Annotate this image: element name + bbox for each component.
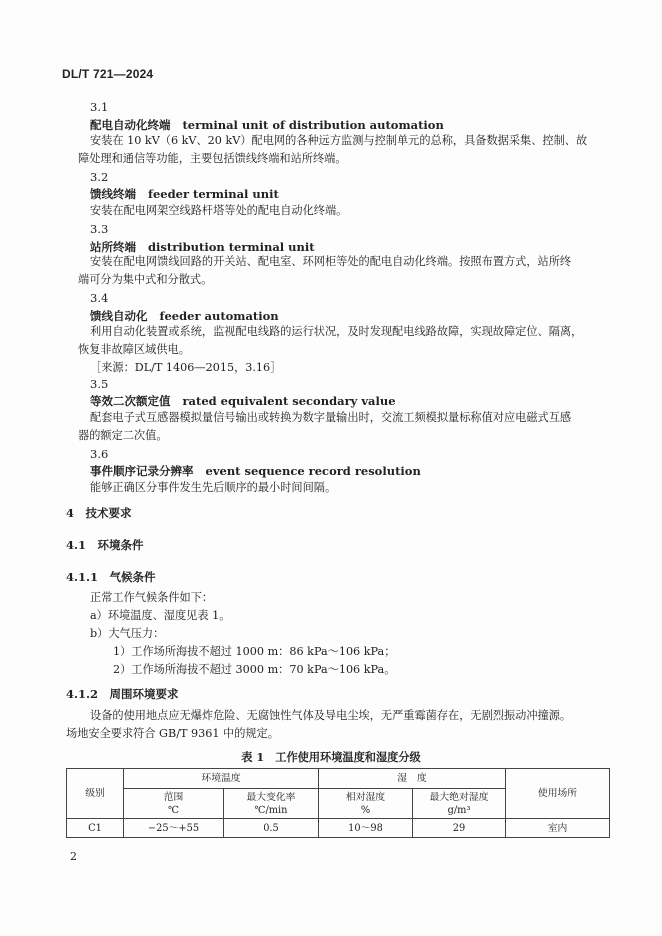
cell-level: C1: [67, 819, 124, 838]
header-humidity: 湿 度: [319, 769, 506, 789]
term-en: event sequence record resolution: [205, 464, 421, 478]
term-definition: [90, 479, 336, 497]
header-range-unit: ℃: [168, 804, 179, 816]
section-heading-4-1-2: 4.1.2 周围环境要求: [66, 687, 179, 701]
header-abs: [413, 789, 506, 819]
term-number: 3.5: [90, 377, 109, 391]
header-abs-unit: g/m³: [447, 804, 471, 816]
term-definition: [78, 409, 572, 445]
term-definition-line: 安装在配电网馈线回路的开关站、配电室、环网柜等处的配电自动化终端。按照布置方式，站所终: [90, 255, 572, 268]
section-heading-4-1: 4.1 环境条件: [66, 538, 144, 552]
term-title: [90, 463, 421, 479]
term-definition-line: 安装在 10 kV（6 kV、20 kV）配电网的各种远方监测与控制单元的总称，具备数据采集、控制、故: [90, 134, 588, 147]
term-definition: [78, 323, 583, 377]
header-use: 使用场所: [506, 769, 610, 819]
climate-item-a: a）环境温度、湿度见表 1。: [90, 609, 231, 622]
section-heading-4: 4 技术要求: [66, 506, 132, 520]
header-rate-label: 最大变化率: [246, 791, 296, 803]
header-range: [124, 789, 224, 819]
term-definition-line: 器的额定二次值。: [78, 429, 168, 442]
term-cn: 站所终端: [90, 240, 136, 254]
header-rate: [224, 789, 319, 819]
cell-rate: 0.5: [224, 819, 319, 838]
term-number: 3.4: [90, 291, 109, 305]
document-header: DL/T 721—2024: [62, 67, 154, 81]
environment-table: [66, 768, 610, 838]
term-definition: [90, 202, 347, 220]
climate-intro: 正常工作气候条件如下：: [90, 591, 214, 604]
term-definition-line: 利用自动化装置或系统，监视配电线路的运行状况，及时发现配电线路故障，实现故障定位、隔离，: [90, 325, 583, 338]
term-definition-line: 恢复非故障区域供电。: [78, 343, 190, 356]
header-range-label: 范围: [163, 791, 184, 803]
term-en: distribution terminal unit: [148, 240, 315, 254]
term-cn: 配电自动化终端: [90, 118, 171, 132]
term-cn: 等效二次额定值: [90, 394, 171, 408]
term-number: 3.1: [90, 100, 109, 114]
header-temperature: 环境温度: [124, 769, 319, 789]
climate-item-b: b）大气压力：: [90, 627, 165, 640]
page-number: 2: [70, 850, 77, 863]
header-rh-unit: %: [360, 804, 371, 816]
term-number: 3.2: [90, 170, 109, 184]
cell-rh: 10～98: [319, 819, 413, 838]
header-rate-unit: ℃/min: [254, 804, 288, 816]
climate-item-b2: 2）工作场所海拔不超过 3000 m：70 kPa～106 kPa。: [113, 663, 396, 676]
term-en: feeder terminal unit: [148, 187, 279, 201]
term-cn: 馈线自动化: [90, 309, 148, 323]
term-definition-line: 配套电子式互感器模拟量信号输出或转换为数字量输出时，交流工频模拟量标称值对应电磁式互感: [90, 411, 572, 424]
header-rh: [319, 789, 413, 819]
term-number: 3.3: [90, 222, 109, 236]
term-en: feeder automation: [159, 309, 279, 323]
term-definition: [78, 132, 588, 168]
table-caption: 表 1 工作使用环境温度和湿度分级: [241, 750, 421, 764]
section-heading-4-1-1: 4.1.1 气候条件: [66, 570, 156, 584]
term-source: ［来源：DL/T 1406—2015，3.16］: [90, 361, 282, 374]
term-definition-line: 安装在配电网架空线路杆塔等处的配电自动化终端。: [90, 204, 348, 217]
term-en: rated equivalent secondary value: [182, 394, 396, 408]
term-title: [90, 186, 279, 202]
table-row: [67, 819, 610, 838]
term-definition-line: 端可分为集中式和分散式。: [78, 273, 213, 286]
term-title: [90, 117, 444, 133]
term-title: [90, 308, 279, 324]
header-abs-label: 最大绝对湿度: [429, 791, 489, 803]
header-rh-label: 相对湿度: [345, 791, 386, 803]
env-paragraph-line: 设备的使用地点应无爆炸危险、无腐蚀性气体及导电尘埃，无严重霉菌存在，无剧烈振动冲撞源。: [90, 709, 572, 722]
cell-use: 室内: [506, 819, 610, 838]
term-definition: [78, 253, 572, 289]
cell-range: −25～+55: [124, 819, 224, 838]
cell-abs: 29: [413, 819, 506, 838]
term-cn: 馈线终端: [90, 187, 136, 201]
term-number: 3.6: [90, 447, 109, 461]
term-definition-line: 障处理和通信等功能，主要包括馈线终端和站所终端。: [78, 152, 347, 165]
term-cn: 事件顺序记录分辨率: [90, 464, 194, 478]
term-en: terminal unit of distribution automation: [182, 118, 444, 132]
env-paragraph-line: 场地安全要求符合 GB/T 9361 中的规定。: [66, 727, 279, 740]
header-level: 级别: [67, 769, 124, 819]
term-definition-line: 能够正确区分事件发生先后顺序的最小时间间隔。: [90, 481, 337, 494]
climate-item-b1: 1）工作场所海拔不超过 1000 m：86 kPa～106 kPa；: [113, 645, 396, 658]
term-title: [90, 393, 396, 409]
